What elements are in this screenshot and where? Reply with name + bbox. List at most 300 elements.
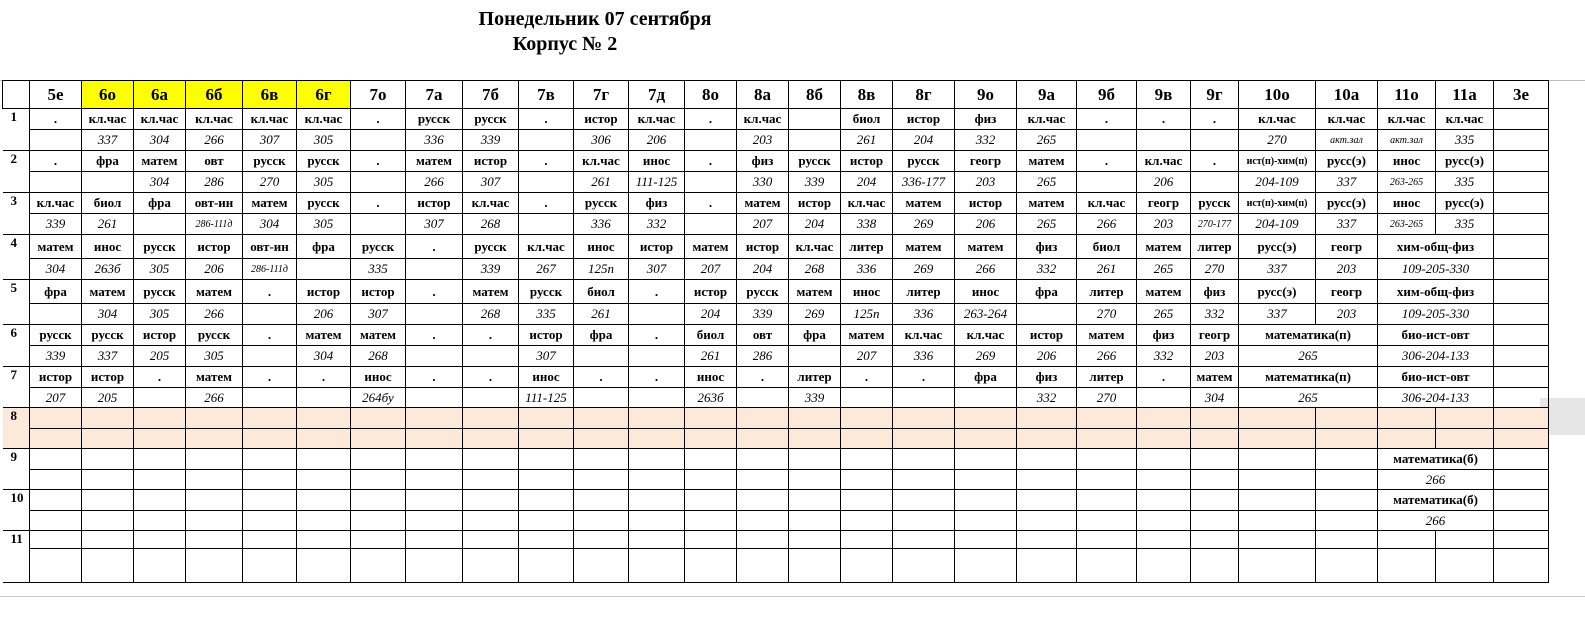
subject-cell[interactable]: .	[519, 151, 574, 172]
room-cell[interactable]: 336-177	[893, 172, 955, 193]
room-cell[interactable]	[351, 549, 406, 583]
subject-cell[interactable]: матем	[297, 325, 351, 346]
subject-cell[interactable]	[737, 490, 789, 511]
subject-cell[interactable]	[463, 490, 519, 511]
subject-cell[interactable]: русс(э)	[1239, 280, 1316, 304]
room-cell[interactable]	[463, 388, 519, 408]
subject-cell[interactable]: геогр	[1316, 235, 1378, 259]
subject-cell[interactable]: .	[243, 367, 297, 388]
room-cell[interactable]	[789, 549, 841, 583]
subject-cell[interactable]: матем	[841, 325, 893, 346]
subject-cell[interactable]	[351, 449, 406, 470]
subject-cell[interactable]: матем	[30, 235, 82, 259]
subject-cell[interactable]: инос	[685, 367, 737, 388]
room-cell[interactable]	[134, 511, 186, 531]
room-cell[interactable]: 207	[737, 214, 789, 235]
subject-cell[interactable]: .	[30, 109, 82, 130]
room-cell[interactable]: 204	[789, 214, 841, 235]
room-cell[interactable]: 203	[1316, 304, 1378, 325]
subject-cell[interactable]: русск	[406, 109, 463, 130]
room-cell[interactable]: 268	[463, 214, 519, 235]
subject-cell[interactable]: инос	[82, 235, 134, 259]
subject-cell[interactable]: .	[351, 151, 406, 172]
room-cell[interactable]	[519, 470, 574, 490]
subject-cell[interactable]	[134, 490, 186, 511]
room-cell[interactable]	[1017, 511, 1077, 531]
room-cell[interactable]: 307	[629, 259, 685, 280]
room-cell[interactable]: 336	[406, 130, 463, 151]
room-cell[interactable]	[1436, 429, 1494, 449]
room-cell[interactable]: 266	[186, 304, 243, 325]
room-cell[interactable]: 207	[841, 346, 893, 367]
subject-cell[interactable]: кл.час	[186, 109, 243, 130]
subject-cell[interactable]	[1077, 531, 1137, 549]
subject-cell[interactable]: фра	[134, 193, 186, 214]
room-cell[interactable]	[463, 511, 519, 531]
subject-cell[interactable]	[1137, 449, 1191, 470]
room-cell[interactable]	[629, 346, 685, 367]
class-header[interactable]: 6в	[243, 81, 297, 109]
room-cell[interactable]	[406, 429, 463, 449]
room-cell[interactable]: 261	[574, 172, 629, 193]
room-cell[interactable]: 336	[893, 304, 955, 325]
subject-cell[interactable]	[629, 408, 685, 429]
room-cell[interactable]	[574, 388, 629, 408]
room-cell[interactable]	[1137, 511, 1191, 531]
room-cell[interactable]	[1239, 511, 1316, 531]
room-cell[interactable]: 338	[841, 214, 893, 235]
subject-cell[interactable]: .	[351, 193, 406, 214]
subject-cell[interactable]	[1494, 367, 1549, 388]
subject-cell[interactable]	[463, 449, 519, 470]
room-cell[interactable]: 203	[955, 172, 1017, 193]
room-cell[interactable]: 335	[351, 259, 406, 280]
subject-cell[interactable]	[186, 531, 243, 549]
room-cell[interactable]	[1316, 470, 1378, 490]
subject-cell[interactable]: .	[351, 109, 406, 130]
subject-cell[interactable]: матем	[1137, 235, 1191, 259]
room-cell[interactable]	[737, 470, 789, 490]
room-cell[interactable]: 332	[1137, 346, 1191, 367]
room-cell[interactable]	[351, 429, 406, 449]
subject-cell[interactable]	[186, 449, 243, 470]
room-cell[interactable]	[30, 549, 82, 583]
room-cell[interactable]: 111-125	[519, 388, 574, 408]
subject-cell[interactable]: матем	[82, 280, 134, 304]
subject-cell[interactable]	[893, 531, 955, 549]
room-cell[interactable]: 332	[629, 214, 685, 235]
subject-cell[interactable]: матем	[243, 193, 297, 214]
subject-cell[interactable]: матем	[406, 151, 463, 172]
subject-cell[interactable]	[519, 408, 574, 429]
room-cell[interactable]	[1239, 429, 1316, 449]
subject-cell[interactable]	[955, 490, 1017, 511]
subject-cell[interactable]	[297, 408, 351, 429]
room-cell[interactable]	[243, 388, 297, 408]
subject-cell[interactable]	[1494, 408, 1549, 429]
subject-cell[interactable]	[406, 408, 463, 429]
subject-cell[interactable]	[243, 531, 297, 549]
subject-cell[interactable]	[134, 449, 186, 470]
subject-cell[interactable]: геогр	[955, 151, 1017, 172]
subject-cell[interactable]	[955, 449, 1017, 470]
subject-cell[interactable]: матем	[685, 235, 737, 259]
subject-cell[interactable]: русск	[243, 151, 297, 172]
subject-cell[interactable]: истор	[186, 235, 243, 259]
subject-cell[interactable]	[893, 408, 955, 429]
room-cell[interactable]	[574, 549, 629, 583]
room-cell[interactable]	[1316, 429, 1378, 449]
subject-cell[interactable]: .	[629, 325, 685, 346]
subject-cell[interactable]: .	[519, 109, 574, 130]
room-cell[interactable]: 268	[463, 304, 519, 325]
subject-cell[interactable]: кл.час	[519, 235, 574, 259]
subject-cell[interactable]: овт-ин	[186, 193, 243, 214]
subject-cell[interactable]	[134, 408, 186, 429]
room-cell[interactable]: 337	[1316, 172, 1378, 193]
subject-cell[interactable]	[1077, 408, 1137, 429]
subject-cell[interactable]	[1494, 325, 1549, 346]
subject-cell[interactable]: матем	[463, 280, 519, 304]
subject-cell[interactable]: русск	[134, 235, 186, 259]
subject-cell[interactable]: русс(э)	[1436, 151, 1494, 172]
subject-cell[interactable]: матем	[1191, 367, 1239, 388]
room-cell[interactable]: акт.зал	[1316, 130, 1378, 151]
room-cell[interactable]: 307	[351, 304, 406, 325]
subject-cell[interactable]: кл.час	[789, 235, 841, 259]
room-cell[interactable]	[519, 429, 574, 449]
room-cell[interactable]: 265	[1017, 214, 1077, 235]
subject-cell[interactable]: фра	[82, 151, 134, 172]
subject-cell[interactable]	[30, 531, 82, 549]
subject-cell[interactable]: .	[1191, 109, 1239, 130]
subject-cell[interactable]: .	[406, 367, 463, 388]
subject-cell[interactable]	[737, 531, 789, 549]
room-cell[interactable]	[1137, 130, 1191, 151]
room-cell[interactable]	[243, 549, 297, 583]
room-cell[interactable]	[685, 429, 737, 449]
room-cell[interactable]: 306-204-133	[1378, 388, 1494, 408]
subject-cell[interactable]: .	[406, 325, 463, 346]
class-header[interactable]: 7в	[519, 81, 574, 109]
room-cell[interactable]	[351, 470, 406, 490]
subject-cell[interactable]: математика(п)	[1239, 367, 1378, 388]
room-cell[interactable]	[1191, 130, 1239, 151]
room-cell[interactable]: 203	[1191, 346, 1239, 367]
room-cell[interactable]	[1378, 429, 1436, 449]
subject-cell[interactable]: инос	[629, 151, 685, 172]
subject-cell[interactable]	[629, 531, 685, 549]
class-header[interactable]: 7о	[351, 81, 406, 109]
room-cell[interactable]: 270	[243, 172, 297, 193]
subject-cell[interactable]: .	[134, 367, 186, 388]
room-cell[interactable]	[1494, 172, 1549, 193]
subject-cell[interactable]: .	[685, 151, 737, 172]
class-header[interactable]: 6г	[297, 81, 351, 109]
room-cell[interactable]	[30, 429, 82, 449]
room-cell[interactable]	[1494, 388, 1549, 408]
subject-cell[interactable]: .	[1191, 151, 1239, 172]
subject-cell[interactable]	[1137, 531, 1191, 549]
room-cell[interactable]: 304	[134, 172, 186, 193]
subject-cell[interactable]: русск	[297, 193, 351, 214]
subject-cell[interactable]	[243, 408, 297, 429]
class-header[interactable]: 9а	[1017, 81, 1077, 109]
subject-cell[interactable]	[893, 449, 955, 470]
room-cell[interactable]	[406, 259, 463, 280]
room-cell[interactable]	[1017, 470, 1077, 490]
room-cell[interactable]	[789, 346, 841, 367]
subject-cell[interactable]: .	[1137, 367, 1191, 388]
subject-cell[interactable]	[30, 449, 82, 470]
subject-cell[interactable]: кл.час	[574, 151, 629, 172]
room-cell[interactable]: 286	[186, 172, 243, 193]
subject-cell[interactable]	[1316, 531, 1378, 549]
subject-cell[interactable]	[406, 531, 463, 549]
class-header[interactable]: 9б	[1077, 81, 1137, 109]
room-cell[interactable]	[955, 470, 1017, 490]
subject-cell[interactable]	[519, 531, 574, 549]
room-cell[interactable]	[1191, 511, 1239, 531]
subject-cell[interactable]: литер	[893, 280, 955, 304]
subject-cell[interactable]	[1494, 490, 1549, 511]
room-cell[interactable]: 263б	[82, 259, 134, 280]
room-cell[interactable]	[841, 470, 893, 490]
room-cell[interactable]: 263-265	[1378, 214, 1436, 235]
subject-cell[interactable]: истор	[1017, 325, 1077, 346]
subject-cell[interactable]: матем	[351, 325, 406, 346]
room-cell[interactable]	[1137, 388, 1191, 408]
room-cell[interactable]: 266	[406, 172, 463, 193]
class-header[interactable]: 11а	[1436, 81, 1494, 109]
room-cell[interactable]	[574, 470, 629, 490]
room-cell[interactable]	[955, 549, 1017, 583]
room-cell[interactable]: 304	[30, 259, 82, 280]
subject-cell[interactable]: ист(п)-хим(п)	[1239, 193, 1316, 214]
room-cell[interactable]: 263-264	[955, 304, 1017, 325]
room-cell[interactable]	[1191, 470, 1239, 490]
subject-cell[interactable]: кл.час	[82, 109, 134, 130]
subject-cell[interactable]	[574, 490, 629, 511]
room-cell[interactable]	[186, 429, 243, 449]
room-cell[interactable]	[82, 429, 134, 449]
room-cell[interactable]	[1017, 429, 1077, 449]
room-cell[interactable]	[1494, 130, 1549, 151]
subject-cell[interactable]: фра	[789, 325, 841, 346]
subject-cell[interactable]: кл.час	[1239, 109, 1316, 130]
room-cell[interactable]	[955, 388, 1017, 408]
room-cell[interactable]	[574, 511, 629, 531]
room-cell[interactable]	[30, 511, 82, 531]
room-cell[interactable]	[1077, 511, 1137, 531]
room-cell[interactable]: 332	[955, 130, 1017, 151]
room-cell[interactable]	[243, 346, 297, 367]
room-cell[interactable]	[351, 130, 406, 151]
room-cell[interactable]	[297, 388, 351, 408]
room-cell[interactable]	[297, 549, 351, 583]
room-cell[interactable]: 207	[685, 259, 737, 280]
subject-cell[interactable]: русск	[737, 280, 789, 304]
room-cell[interactable]: 264бу	[351, 388, 406, 408]
subject-cell[interactable]: инос	[955, 280, 1017, 304]
subject-cell[interactable]	[1378, 531, 1436, 549]
room-cell[interactable]: 111-125	[629, 172, 685, 193]
subject-cell[interactable]	[955, 408, 1017, 429]
room-cell[interactable]	[1191, 429, 1239, 449]
subject-cell[interactable]	[1077, 490, 1137, 511]
room-cell[interactable]	[1316, 549, 1378, 583]
subject-cell[interactable]: русск	[519, 280, 574, 304]
room-cell[interactable]	[789, 470, 841, 490]
subject-cell[interactable]: истор	[519, 325, 574, 346]
subject-cell[interactable]	[1239, 408, 1316, 429]
subject-cell[interactable]	[893, 490, 955, 511]
subject-cell[interactable]	[1494, 235, 1549, 259]
room-cell[interactable]	[1017, 549, 1077, 583]
class-header[interactable]: 8в	[841, 81, 893, 109]
subject-cell[interactable]	[841, 490, 893, 511]
subject-cell[interactable]: литер	[841, 235, 893, 259]
subject-cell[interactable]: биол	[1077, 235, 1137, 259]
subject-cell[interactable]: русск	[134, 280, 186, 304]
room-cell[interactable]	[30, 470, 82, 490]
subject-cell[interactable]	[406, 490, 463, 511]
room-cell[interactable]	[841, 429, 893, 449]
subject-cell[interactable]: овт-ин	[243, 235, 297, 259]
room-cell[interactable]	[351, 214, 406, 235]
class-header[interactable]: 3е	[1494, 81, 1549, 109]
subject-cell[interactable]	[351, 408, 406, 429]
room-cell[interactable]: 109-205-330	[1378, 259, 1494, 280]
subject-cell[interactable]	[30, 408, 82, 429]
subject-cell[interactable]	[685, 449, 737, 470]
subject-cell[interactable]	[789, 109, 841, 130]
subject-cell[interactable]	[186, 490, 243, 511]
class-header[interactable]: 6б	[186, 81, 243, 109]
room-cell[interactable]	[351, 172, 406, 193]
subject-cell[interactable]: .	[463, 367, 519, 388]
subject-cell[interactable]: истор	[629, 235, 685, 259]
room-cell[interactable]	[519, 172, 574, 193]
room-cell[interactable]	[893, 511, 955, 531]
room-cell[interactable]	[1494, 214, 1549, 235]
subject-cell[interactable]: кл.час	[463, 193, 519, 214]
subject-cell[interactable]: русск	[893, 151, 955, 172]
class-header[interactable]: 5е	[30, 81, 82, 109]
room-cell[interactable]: 266	[1378, 511, 1494, 531]
room-cell[interactable]	[351, 511, 406, 531]
subject-cell[interactable]	[1494, 109, 1549, 130]
room-cell[interactable]: 304	[297, 346, 351, 367]
room-cell[interactable]	[1436, 549, 1494, 583]
subject-cell[interactable]: матем	[893, 235, 955, 259]
room-cell[interactable]	[789, 429, 841, 449]
room-cell[interactable]	[1494, 549, 1549, 583]
room-cell[interactable]	[893, 388, 955, 408]
room-cell[interactable]: 125п	[841, 304, 893, 325]
subject-cell[interactable]: истор	[406, 193, 463, 214]
subject-cell[interactable]: матем	[1017, 151, 1077, 172]
class-header[interactable]: 9в	[1137, 81, 1191, 109]
room-cell[interactable]: 268	[789, 259, 841, 280]
subject-cell[interactable]	[1017, 408, 1077, 429]
room-cell[interactable]: 109-205-330	[1378, 304, 1494, 325]
subject-cell[interactable]: истор	[30, 367, 82, 388]
subject-cell[interactable]: кл.час	[297, 109, 351, 130]
subject-cell[interactable]	[82, 408, 134, 429]
subject-cell[interactable]: фра	[1017, 280, 1077, 304]
room-cell[interactable]	[134, 429, 186, 449]
room-cell[interactable]	[737, 429, 789, 449]
subject-cell[interactable]: инос	[1378, 193, 1436, 214]
class-header[interactable]: 9г	[1191, 81, 1239, 109]
room-cell[interactable]: 270-177	[1191, 214, 1239, 235]
room-cell[interactable]	[1494, 470, 1549, 490]
subject-cell[interactable]: био-ист-овт	[1378, 325, 1494, 346]
room-cell[interactable]: 270	[1077, 304, 1137, 325]
subject-cell[interactable]: .	[1077, 151, 1137, 172]
room-cell[interactable]: 337	[1316, 214, 1378, 235]
subject-cell[interactable]: фра	[955, 367, 1017, 388]
room-cell[interactable]: 266	[955, 259, 1017, 280]
subject-cell[interactable]: русс(э)	[1316, 151, 1378, 172]
room-cell[interactable]	[243, 470, 297, 490]
room-cell[interactable]	[297, 511, 351, 531]
subject-cell[interactable]: .	[406, 280, 463, 304]
room-cell[interactable]: 266	[1077, 214, 1137, 235]
room-cell[interactable]	[186, 549, 243, 583]
class-header[interactable]: 6о	[82, 81, 134, 109]
room-cell[interactable]: 269	[893, 214, 955, 235]
subject-cell[interactable]: русск	[186, 325, 243, 346]
subject-cell[interactable]	[243, 449, 297, 470]
subject-cell[interactable]: фра	[30, 280, 82, 304]
room-cell[interactable]	[297, 259, 351, 280]
room-cell[interactable]: 305	[297, 130, 351, 151]
room-cell[interactable]	[82, 511, 134, 531]
subject-cell[interactable]	[1191, 531, 1239, 549]
subject-cell[interactable]: .	[685, 109, 737, 130]
subject-cell[interactable]: матем	[789, 280, 841, 304]
subject-cell[interactable]: русск	[574, 193, 629, 214]
subject-cell[interactable]: матем	[1077, 325, 1137, 346]
subject-cell[interactable]: кл.час	[737, 109, 789, 130]
subject-cell[interactable]: овт	[186, 151, 243, 172]
room-cell[interactable]: 204	[685, 304, 737, 325]
subject-cell[interactable]: математика(б)	[1378, 449, 1494, 470]
room-cell[interactable]: 305	[134, 304, 186, 325]
class-header[interactable]: 10о	[1239, 81, 1316, 109]
room-cell[interactable]: 305	[297, 172, 351, 193]
subject-cell[interactable]: истор	[82, 367, 134, 388]
room-cell[interactable]: 261	[685, 346, 737, 367]
room-cell[interactable]	[406, 304, 463, 325]
room-cell[interactable]: акт.зал	[1378, 130, 1436, 151]
subject-cell[interactable]: кл.час	[1316, 109, 1378, 130]
room-cell[interactable]	[186, 511, 243, 531]
room-cell[interactable]: 304	[243, 214, 297, 235]
subject-cell[interactable]	[1077, 449, 1137, 470]
subject-cell[interactable]	[737, 408, 789, 429]
room-cell[interactable]	[1494, 346, 1549, 367]
room-cell[interactable]: 204	[893, 130, 955, 151]
subject-cell[interactable]	[1239, 490, 1316, 511]
subject-cell[interactable]: биол	[574, 280, 629, 304]
subject-cell[interactable]: .	[1137, 109, 1191, 130]
subject-cell[interactable]: .	[893, 367, 955, 388]
subject-cell[interactable]: биол	[685, 325, 737, 346]
room-cell[interactable]: 336	[841, 259, 893, 280]
